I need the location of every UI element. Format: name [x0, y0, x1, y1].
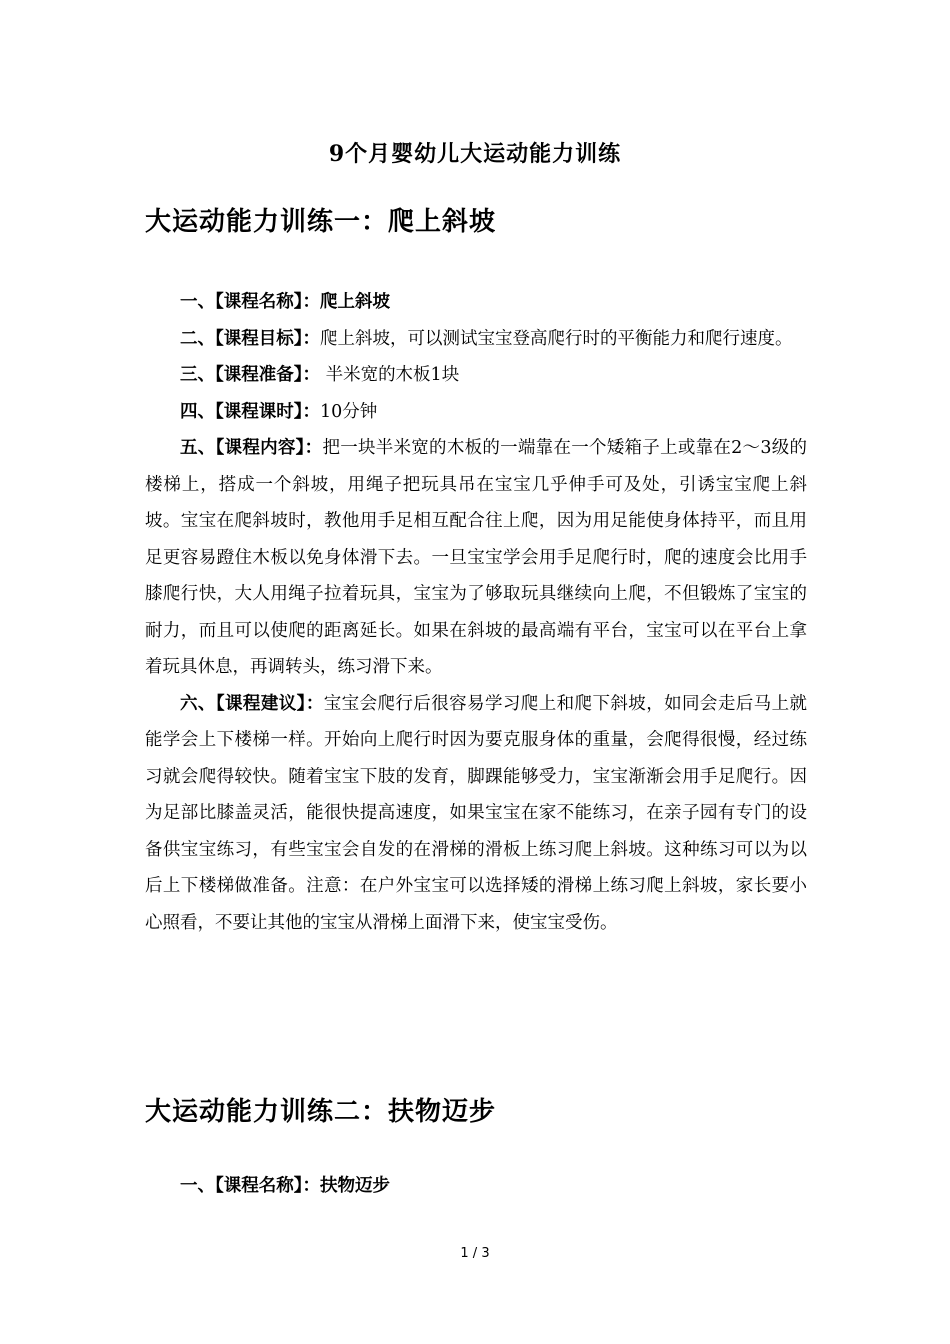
page-title: 9个月婴幼儿大运动能力训练	[328, 141, 622, 167]
course-content-item	[145, 430, 807, 686]
page-indicator: 1 / 3	[460, 1246, 490, 1261]
course-name-item-2	[145, 1168, 807, 1205]
course-time-label: 四、【课程课时】：	[180, 401, 320, 422]
course-advice-item	[145, 686, 807, 942]
course-name-item	[145, 284, 807, 321]
course-content-text: 把一块半米宽的木板的一端靠在一个矮箱子上或靠在2～3级的楼梯上，搭成一个斜坡，用绳子把玩具吊在宝宝几乎伸手可及处，引诱宝宝爬上斜坡。宝宝在爬斜坡时，教他用手足相互配合往上爬，因为用足能使身体持平，而且用足更容易蹬住木板以免身体滑下去。一旦宝宝学会用手足爬行时，爬的速度会比用手膝爬行快，大人用绳子拉着玩具，宝宝为了够取玩具继续向上爬，不但锻炼了宝宝的耐力，而且可以使爬的距离延长。如果在斜坡的最高端有平台，宝宝可以在平台上拿着玩具休息，再调转头，练习滑下来。	[145, 438, 807, 677]
course-advice-text: 宝宝会爬行后很容易学习爬上和爬下斜坡，如同会走后马上就能学会上下楼梯一样。开始向上爬行时因为要克服身体的重量，会爬得很慢，经过练习就会爬得较快。随着宝宝下肢的发育，脚踝能够受力，宝宝渐渐会用手足爬行。因为足部比膝盖灵活，能很快提高速度，如果宝宝在家不能练习，在亲子园有专门的设备供宝宝练习，有些宝宝会自发的在滑梯的滑板上练习爬上斜坡。这种练习可以为以后上下楼梯做准备。注意：在户外宝宝可以选择矮的滑梯上练习爬上斜坡，家长要小心照看，不要让其他的宝宝从滑梯上面滑下来，使宝宝受伤。	[145, 693, 808, 933]
section-heading-1: 大运动能力训练一：爬上斜坡	[145, 207, 497, 237]
course-goal-text: 爬上斜坡，可以测试宝宝登高爬行时的平衡能力和爬行速度。	[320, 328, 793, 349]
course-prep-item	[145, 357, 807, 394]
course-advice-label: 六、【课程建议】：	[180, 693, 324, 714]
course-goal-item	[145, 321, 807, 358]
course-prep-label: 三、【课程准备】：	[180, 365, 320, 385]
course-time-text: 10分钟	[320, 401, 378, 422]
course-name-label: 一、【课程名称】：	[180, 292, 320, 312]
section-1-content	[145, 284, 807, 941]
course-name-value-2: 扶物迈步	[320, 1176, 390, 1196]
course-time-item	[145, 394, 807, 431]
course-prep-text: 半米宽的木板1块	[320, 365, 460, 385]
course-content-label: 五、【课程内容】：	[180, 438, 323, 458]
section-2-content	[145, 1168, 807, 1205]
course-name-value: 爬上斜坡	[320, 292, 390, 312]
course-goal-label: 二、【课程目标】：	[180, 328, 320, 349]
course-name-label-2: 一、【课程名称】：	[180, 1176, 320, 1196]
section-heading-2: 大运动能力训练二：扶物迈步	[145, 1097, 497, 1127]
